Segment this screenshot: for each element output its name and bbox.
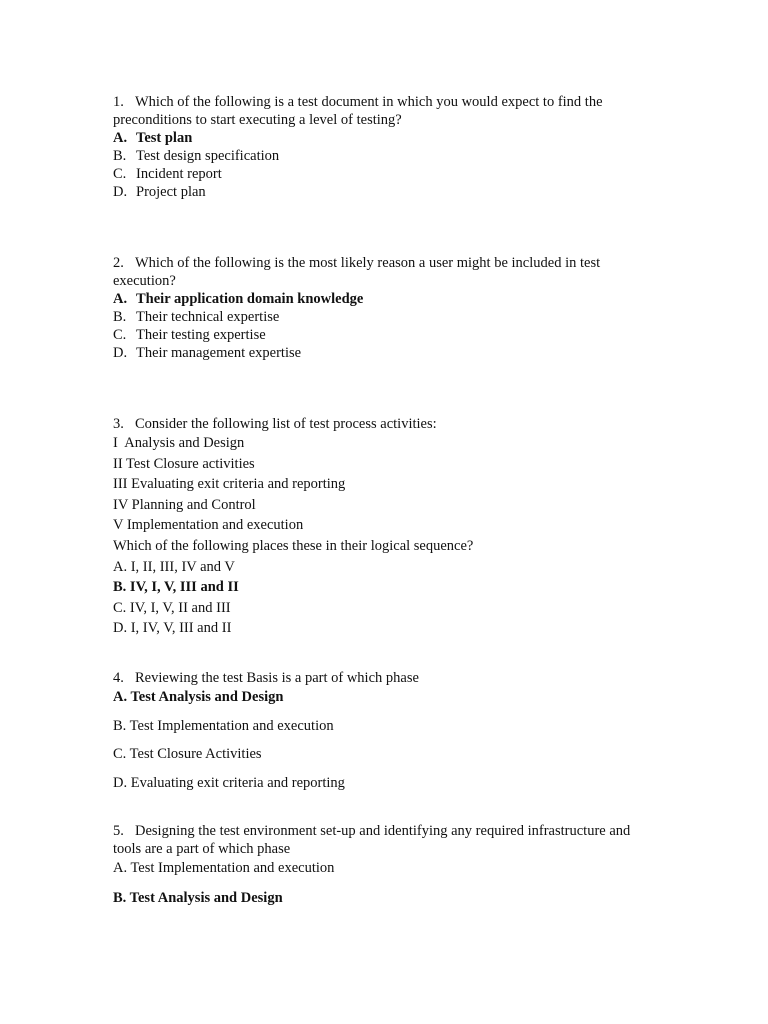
question-3-stem: 3. Consider the following list of test process activities: <box>113 416 437 432</box>
question-number: 1. <box>113 94 124 110</box>
question-5-option-b: B. Test Analysis and Design <box>113 889 283 906</box>
question-2-option-b: B. Their technical expertise <box>113 309 280 325</box>
question-3-option-d: D. I, IV, V, III and II <box>113 620 232 637</box>
question-3-option-b: B. IV, I, V, III and II <box>113 579 239 596</box>
question-2-stem: 2. Which of the following is the most likely reason a user might be included in test execution? <box>113 255 601 289</box>
question-4-option-d: D. Evaluating exit criteria and reporting <box>113 774 345 791</box>
question-3-prompt: Which of the following places these in their logical sequence? <box>113 537 474 554</box>
question-1-stem: 1. Which of the following is a test document in which you would expect to find the preconditions to start executing a level of testing? <box>113 94 603 128</box>
question-2-option-d: D. Their management expertise <box>113 345 302 361</box>
question-1 <box>113 93 658 201</box>
question-4 <box>113 668 658 792</box>
activity-list-item: III Evaluating exit criteria and reporting <box>113 476 346 493</box>
question-4-option-c: C. Test Closure Activities <box>113 746 262 762</box>
question-number: 3. <box>113 416 124 432</box>
activity-list-item: V Implementation and execution <box>113 517 304 534</box>
question-1-option-d: D. Project plan <box>113 184 206 200</box>
question-number: 5. <box>113 823 124 839</box>
question-1-option-b: B. Test design specification <box>113 148 280 164</box>
question-3-option-c: C. IV, I, V, II and III <box>113 599 231 616</box>
question-2 <box>113 254 658 362</box>
question-3-option-a: A. I, II, III, IV and V <box>113 558 235 575</box>
question-4-stem: 4. Reviewing the test Basis is a part of which phase <box>113 670 419 686</box>
question-5-stem: 5. Designing the test environment set-up and identifying any required infrastructure and tools are a part of which phase <box>113 823 631 857</box>
question-number: 2. <box>113 255 124 271</box>
question-5-option-a: A. Test Implementation and execution <box>113 860 335 876</box>
question-2-option-c: C. Their testing expertise <box>113 327 266 343</box>
question-2-option-a: A. Their application domain knowledge <box>113 291 364 307</box>
question-4-option-a: A. Test Analysis and Design <box>113 689 284 705</box>
question-3 <box>113 415 658 639</box>
activity-list-item: IV Planning and Control <box>113 496 256 513</box>
question-4-option-b: B. Test Implementation and execution <box>113 717 334 734</box>
question-number: 4. <box>113 670 124 686</box>
question-1-option-c: C. Incident report <box>113 166 222 182</box>
question-1-option-a: A. Test plan <box>113 130 193 146</box>
activity-list-item: I Analysis and Design <box>113 435 245 451</box>
question-5 <box>113 822 658 907</box>
activity-list-item: II Test Closure activities <box>113 455 255 472</box>
